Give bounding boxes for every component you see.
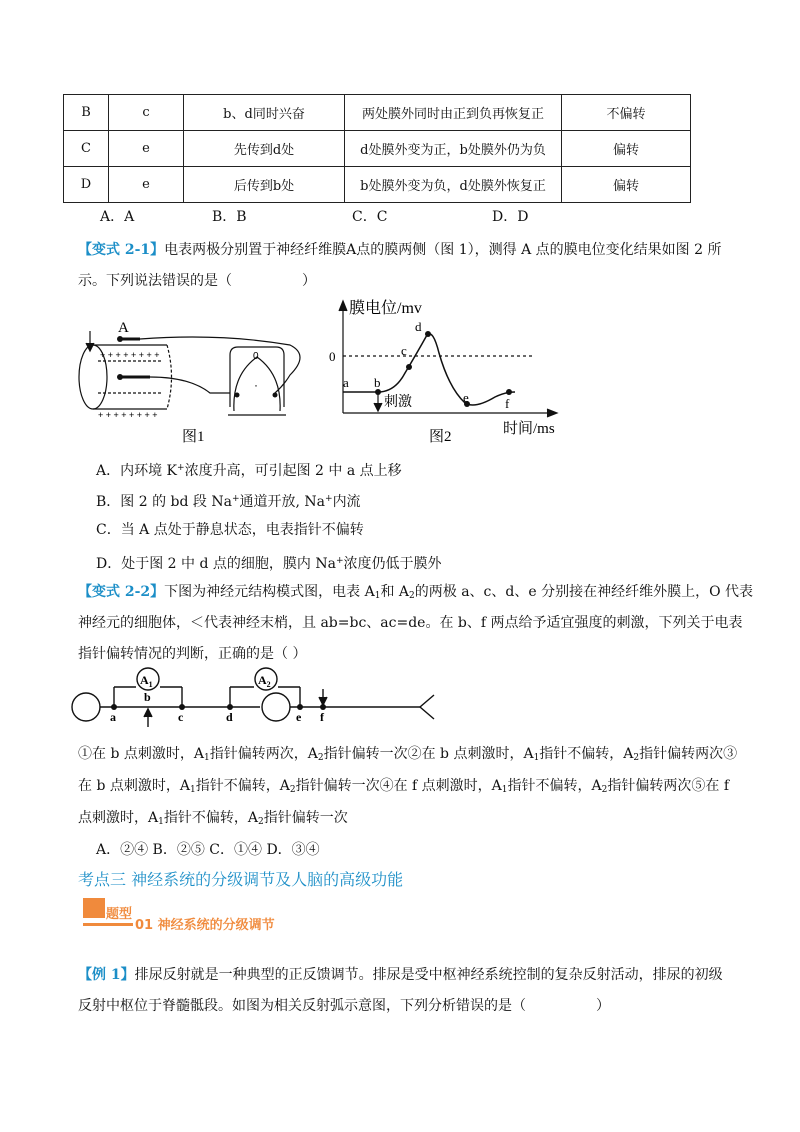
point-label-e: e <box>463 390 469 405</box>
section-heading: 考点三 神经系统的分级调节及人脑的高级功能 <box>78 870 404 889</box>
table-row <box>64 131 691 167</box>
table-cell: 偏转 <box>562 131 691 167</box>
tixing-title: 01 神经系统的分级调节 <box>135 918 275 933</box>
figure-2-caption: 图2 <box>429 429 452 445</box>
table-cell: e <box>109 167 184 203</box>
table-cell: c <box>109 95 184 131</box>
point-a: a <box>110 710 116 724</box>
v22-question-line3: 指针偏转情况的判断，正确的是（ ） <box>78 646 307 662</box>
li1-line2: 反射中枢位于脊髓骶段。如图为相关反射弧示意图，下列分析错误的是（ ） <box>78 998 610 1014</box>
meter-a2-label: $A_2$ <box>258 673 271 689</box>
v21-option-a: A．内环境 K+浓度升高，可引起图 2 中 a 点上移 <box>96 463 402 479</box>
y-axis-label: 膜电位/mv <box>349 300 422 317</box>
meter-a1-label: $A_1$ <box>140 673 153 689</box>
x-axis-label: 时间/ms <box>503 421 555 437</box>
v22-question-line1: 【变式 2-2】下图为神经元结构模式图，电表 $A_1$和 $A_2$的两极 a、c、d、e 分别接在神经纤维外膜上，O 代表 <box>78 584 754 601</box>
table-cell: D <box>64 167 109 203</box>
table-cell: 偏转 <box>562 167 691 203</box>
electrode-inner-tip <box>117 374 123 380</box>
point-label-a: a <box>343 375 349 390</box>
v21-text1: 电表两极分别置于神经纤维膜A点的膜两侧（图 1），测得 A 点的膜电位变化结果如图 2 所 <box>164 242 722 258</box>
figure-2-membrane-potential-chart <box>325 293 565 448</box>
v22-statement-line1: ①在 b 点刺激时，$A_1$指针偏转两次，$A_2$指针偏转一次②在 b 点刺激时，$A_1$指针不偏转，$A_2$指针偏转两次③ <box>78 746 738 763</box>
table-cell: 两处膜外同时由正到负再恢复正 <box>345 95 562 131</box>
v21-text2: 示。下列说法错误的是（ <box>78 273 232 289</box>
figure-1-nerve-fiber <box>70 315 320 450</box>
v21-tag: 【变式 2-1】 <box>78 242 165 258</box>
tixing-badge <box>83 898 105 918</box>
v21-paren: ） <box>302 273 316 289</box>
v22-tag: 【变式 2-2】 <box>78 584 165 600</box>
point-label-b: b <box>374 375 381 390</box>
point-f: f <box>320 710 324 724</box>
table-cell: b处膜外变为负，d处膜外恢复正 <box>345 167 562 203</box>
neuron-diagram <box>68 665 438 727</box>
table-cell: 后传到b处 <box>184 167 345 203</box>
li1-line1: 【例 1】排尿反射就是一种典型的正反馈调节。排尿是受中枢神经系统控制的复杂反射活动，排尿的初级 <box>78 967 723 983</box>
table-cell: 不偏转 <box>562 95 691 131</box>
point-label-c: c <box>401 343 407 358</box>
q1-choice-b: B．B <box>212 209 247 225</box>
point-label-f: f <box>505 396 510 411</box>
electrode-a-tip <box>117 336 123 342</box>
q1-choice-c: C．C <box>352 209 388 225</box>
zero-tick: 0 <box>329 349 336 364</box>
tixing-label: 题型 <box>106 907 133 922</box>
point-c: c <box>178 710 184 724</box>
plus-top: + + + + + + + + <box>100 350 160 360</box>
v22-statement-line3: 点刺激时，$A_1$指针不偏转，$A_2$指针偏转一次 <box>78 810 348 827</box>
table-cell: B <box>64 95 109 131</box>
point-label-d: d <box>415 319 422 334</box>
table-cell: C <box>64 131 109 167</box>
stimulus-label: 刺激 <box>384 395 412 410</box>
q1-choice-a: A．A <box>100 209 135 225</box>
options-table <box>63 94 691 203</box>
plus-bottom: + + + + + + + + <box>98 410 158 420</box>
dial-zero: 0 <box>253 351 259 362</box>
q1-choice-d: D．D <box>492 209 529 225</box>
figure-1-caption: 图1 <box>182 429 205 445</box>
tixing-underline <box>83 923 133 926</box>
point-d: d <box>226 710 233 724</box>
v21-option-c: C．当 A 点处于静息状态，电表指针不偏转 <box>96 522 364 538</box>
point-e: e <box>296 710 302 724</box>
table-row <box>64 167 691 203</box>
electrode-a-label: A <box>118 320 129 336</box>
table-cell: d处膜外变为正，b处膜外仍为负 <box>345 131 562 167</box>
v21-question-line1 <box>78 240 721 260</box>
v21-option-d: D．处于图 2 中 d 点的细胞，膜内 Na+浓度仍低于膜外 <box>96 556 442 572</box>
v22-statement-line2: 在 b 点刺激时，$A_1$指针不偏转，$A_2$指针偏转一次④在 f 点刺激时，$A_1$指针不偏转，$A_2$指针偏转两次⑤在 f <box>78 778 730 795</box>
table-cell: 先传到d处 <box>184 131 345 167</box>
v22-choices: A．②④ B．②⑤ C．①④ D．③④ <box>96 842 320 858</box>
v21-question-line2 <box>78 271 316 291</box>
point-b: b <box>144 690 151 704</box>
table-row <box>64 95 691 131</box>
table-cell: e <box>109 131 184 167</box>
table-cell: b、d同时兴奋 <box>184 95 345 131</box>
v21-option-b: B．图 2 的 bd 段 Na+通道开放, Na+内流 <box>96 494 361 510</box>
li1-tag: 【例 1】 <box>78 967 135 983</box>
dial-dot: · <box>254 378 258 392</box>
v22-question-line2: 神经元的细胞体，＜代表神经末梢，且 ab=bc、ac=de。在 b、f 两点给予适宜强度的刺激，下列关于电表 <box>78 615 743 631</box>
